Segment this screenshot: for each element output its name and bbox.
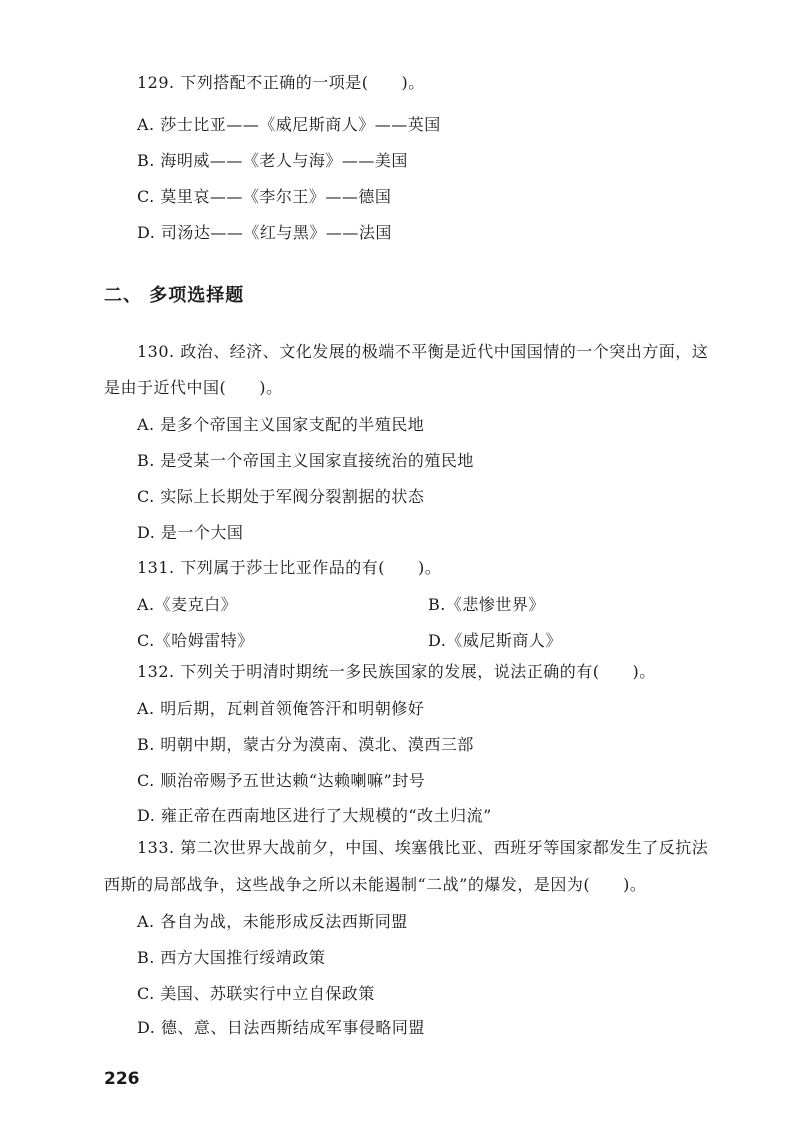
q131-option-c: C.《哈姆雷特》	[137, 631, 254, 650]
q131-option-a: A.《麦克白》	[137, 595, 238, 614]
q130-option-d: D. 是一个大国	[137, 523, 244, 542]
q132-stem: 132. 下列关于明清时期统一多民族国家的发展，说法正确的有( )。	[137, 662, 656, 681]
q129-stem: 129. 下列搭配不正确的一项是( )。	[137, 73, 425, 92]
q133-stem-line2: 西斯的局部战争，这些战争之所以未能遏制“二战”的爆发，是因为( )。	[104, 875, 647, 894]
q131-option-b: B.《悲惨世界》	[428, 595, 545, 614]
q133-option-a: A. 各自为战，未能形成反法西斯同盟	[137, 912, 408, 931]
q130-stem-line1: 130. 政治、经济、文化发展的极端不平衡是近代中国国情的一个突出方面，这	[137, 342, 709, 361]
q129-option-b: B. 海明威——《老人与海》——美国	[137, 151, 408, 170]
q133-option-c: C. 美国、苏联实行中立自保政策	[137, 984, 375, 1003]
q131-option-d: D.《威尼斯商人》	[428, 631, 562, 650]
q130-option-a: A. 是多个帝国主义国家支配的半殖民地	[137, 415, 425, 434]
q133-option-d: D. 德、意、日法西斯结成军事侵略同盟	[137, 1018, 425, 1037]
q130-stem-line2: 是由于近代中国( )。	[104, 378, 283, 397]
q130-option-c: C. 实际上长期处于军阀分裂割据的状态	[137, 487, 425, 506]
q131-stem: 131. 下列属于莎士比亚作品的有( )。	[137, 558, 442, 577]
q129-option-d: D. 司汤达——《红与黑》——法国	[137, 223, 392, 242]
q129-option-a: A. 莎士比亚——《威尼斯商人》——英国	[137, 115, 441, 134]
q133-stem-line1: 133. 第二次世界大战前夕，中国、埃塞俄比亚、西班牙等国家都发生了反抗法	[137, 838, 709, 857]
q130-option-b: B. 是受某一个帝国主义国家直接统治的殖民地	[137, 451, 474, 470]
q129-option-c: C. 莫里哀——《李尔王》——德国	[137, 187, 392, 206]
q132-option-a: A. 明后期，瓦剌首领俺答汗和明朝修好	[137, 699, 425, 718]
q132-option-c: C. 顺治帝赐予五世达赖“达赖喇嘛”封号	[137, 771, 426, 790]
section-heading-multiple-choice: 二、 多项选择题	[104, 285, 245, 306]
q132-option-b: B. 明朝中期，蒙古分为漠南、漠北、漠西三部	[137, 735, 474, 754]
page-number: 226	[104, 1069, 140, 1089]
q133-option-b: B. 西方大国推行绥靖政策	[137, 948, 326, 967]
q132-option-d: D. 雍正帝在西南地区进行了大规模的“改土归流”	[137, 806, 492, 825]
